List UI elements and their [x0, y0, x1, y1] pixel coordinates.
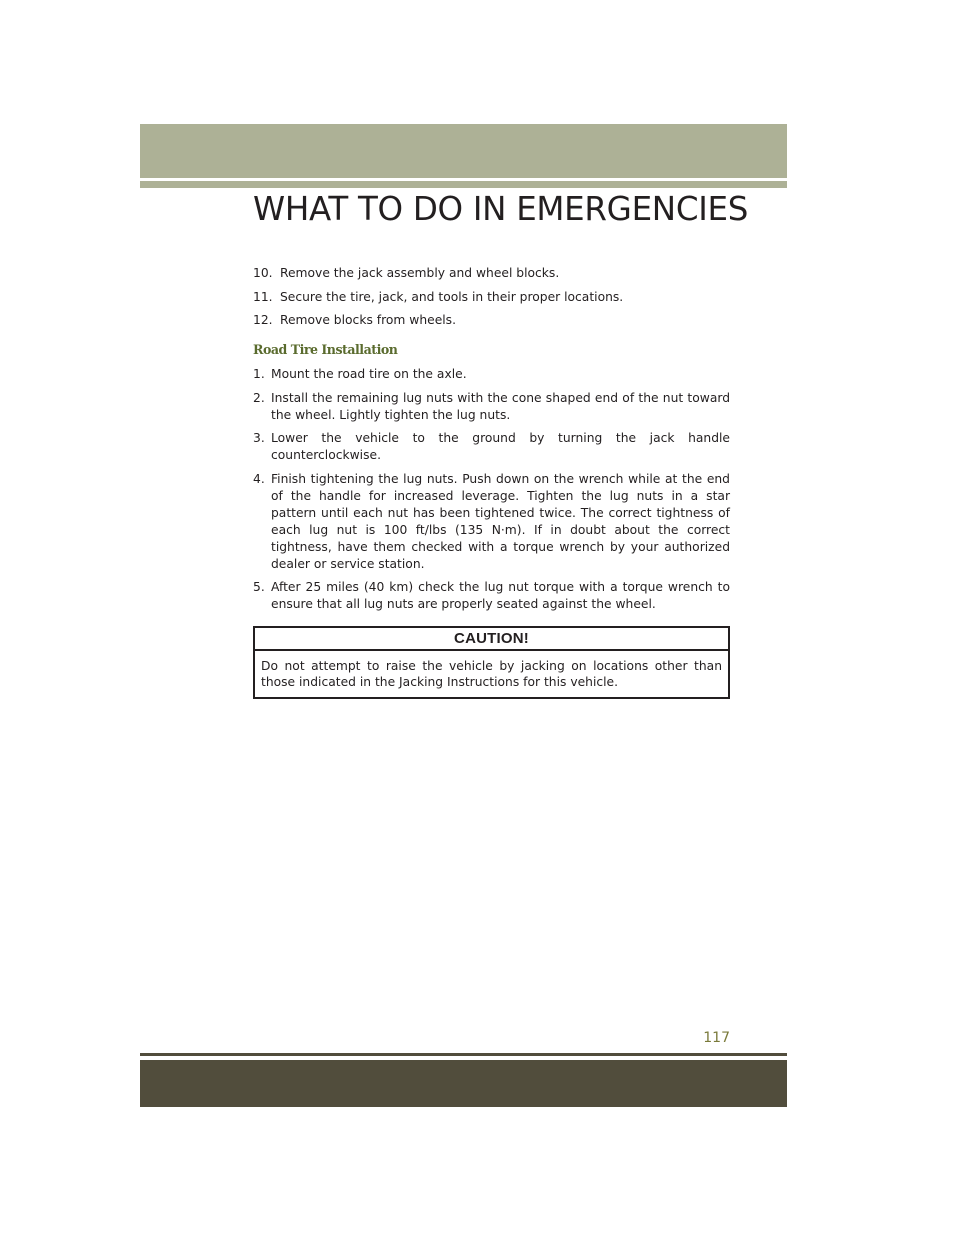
step-number: 5. — [253, 580, 265, 594]
step-number: 11. — [253, 289, 273, 304]
road-tire-steps-list — [253, 366, 730, 613]
caution-title: CAUTION! — [255, 628, 728, 651]
list-item — [253, 312, 730, 329]
caution-text: Do not attempt to raise the vehicle by jacking on locations other than those indicated in the Jacking Instructions for this vehicle. — [261, 659, 722, 689]
step-text: Remove blocks from wheels. — [280, 313, 456, 327]
step-text: Remove the jack assembly and wheel blocks. — [280, 266, 560, 280]
page-number: 117 — [703, 1030, 730, 1046]
header-stripe — [140, 181, 787, 188]
step-text: Lower the vehicle to the ground by turning the jack handle counterclockwise. — [271, 431, 730, 462]
list-item — [253, 579, 730, 613]
list-item — [253, 471, 730, 573]
step-text: Finish tightening the lug nuts. Push down on the wrench while at the end of the handle for increased leverage. Tighten the lug nuts in a star pattern until each nut has been tightened twice. The correct tightness of each lug nut is 100 ft/lbs (135 N·m). If in doubt about the correct tightness, have them checked with a torque wrench by your authorized dealer or service station. — [271, 471, 730, 571]
footer-stripe — [140, 1053, 787, 1056]
caution-box — [253, 626, 730, 699]
step-text: After 25 miles (40 km) check the lug nut torque with a torque wrench to ensure that all lug nuts are properly seated against the wheel. — [271, 580, 730, 611]
list-item — [253, 289, 730, 306]
step-number: 2. — [253, 390, 265, 405]
list-item — [253, 366, 730, 383]
step-text: Secure the tire, jack, and tools in their proper locations. — [280, 289, 624, 304]
page-content — [253, 265, 730, 699]
footer-band — [140, 1060, 787, 1107]
section-title: WHAT TO DO IN EMERGENCIES — [253, 190, 749, 228]
header-band — [140, 124, 787, 178]
step-number: 12. — [253, 313, 273, 327]
step-number: 1. — [253, 367, 265, 381]
list-item — [253, 390, 730, 424]
step-text: Install the remaining lug nuts with the cone shaped end of the nut toward the wheel. Lightly tighten the lug nuts. — [271, 390, 730, 422]
step-number: 4. — [253, 471, 265, 486]
steps-continued-list — [253, 265, 730, 329]
step-number: 10. — [253, 266, 273, 280]
step-number: 3. — [253, 431, 265, 445]
step-text: Mount the road tire on the axle. — [271, 367, 467, 381]
list-item — [253, 265, 730, 282]
road-tire-heading: Road Tire Installation — [253, 342, 398, 357]
list-item — [253, 430, 730, 464]
